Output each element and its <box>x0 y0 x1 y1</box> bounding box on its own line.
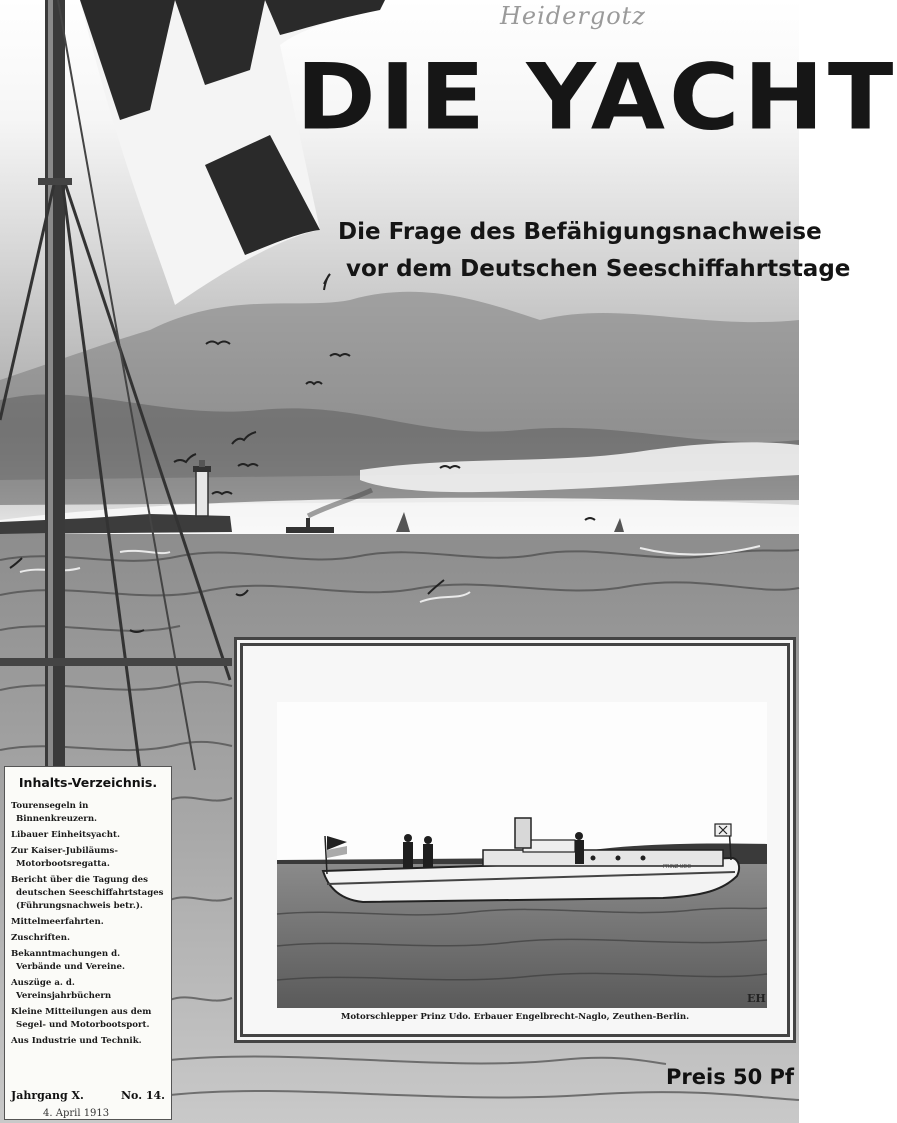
masthead-title: DIE YACHT <box>296 43 897 151</box>
toc-item: Tourensegeln in Binnenkreuzern. <box>11 801 98 824</box>
toc-item: Mittelmeerfahrten. <box>11 917 104 927</box>
volume-label: Jahrgang X. <box>11 1089 84 1102</box>
toc-title: Inhalts-Verzeichnis. <box>18 775 158 790</box>
photographer-monogram: EH <box>747 992 766 1005</box>
headline-line-2: vor dem Deutschen Seeschiffahrtstage <box>346 256 851 282</box>
cover-headline <box>338 214 851 288</box>
photo-frame <box>234 637 796 1043</box>
toc-item: Zuschriften. <box>11 933 71 943</box>
toc-item: Zur Kaiser-Jubiläums-Motorbootsregatta. <box>11 846 118 869</box>
toc-item: Libauer Einheitsyacht. <box>11 830 120 840</box>
issue-info <box>11 1089 165 1102</box>
table-of-contents <box>4 766 172 1120</box>
boat-name: PRINZ UDO <box>663 864 692 870</box>
toc-item: Bekanntmachungen d. Verbände und Vereine. <box>11 949 125 972</box>
toc-item: Bericht über die Tagung des deutschen Seeschiffahrtstages (Führungsnachweis betr.). <box>11 875 164 911</box>
boat-photograph <box>243 646 787 1034</box>
photo-caption: Motorschlepper Prinz Udo. Erbauer Engelbrecht-Naglo, Zeuthen-Berlin. <box>340 1012 690 1022</box>
toc-item: Aus Industrie und Technik. <box>11 1036 142 1046</box>
headline-line-1: Die Frage des Befähigungsnachweise <box>338 219 822 245</box>
handwritten-signature: Heidergotz <box>500 2 646 30</box>
price-label: Preis 50 Pf <box>666 1065 795 1089</box>
toc-item: Auszüge a. d. Vereinsjahrbüchern <box>11 978 112 1001</box>
issue-number: No. 14. <box>121 1089 165 1102</box>
toc-item: Kleine Mitteilungen aus dem Segel- und Motorbootsport. <box>11 1007 152 1030</box>
issue-date: 4. April 1913 <box>43 1108 110 1119</box>
